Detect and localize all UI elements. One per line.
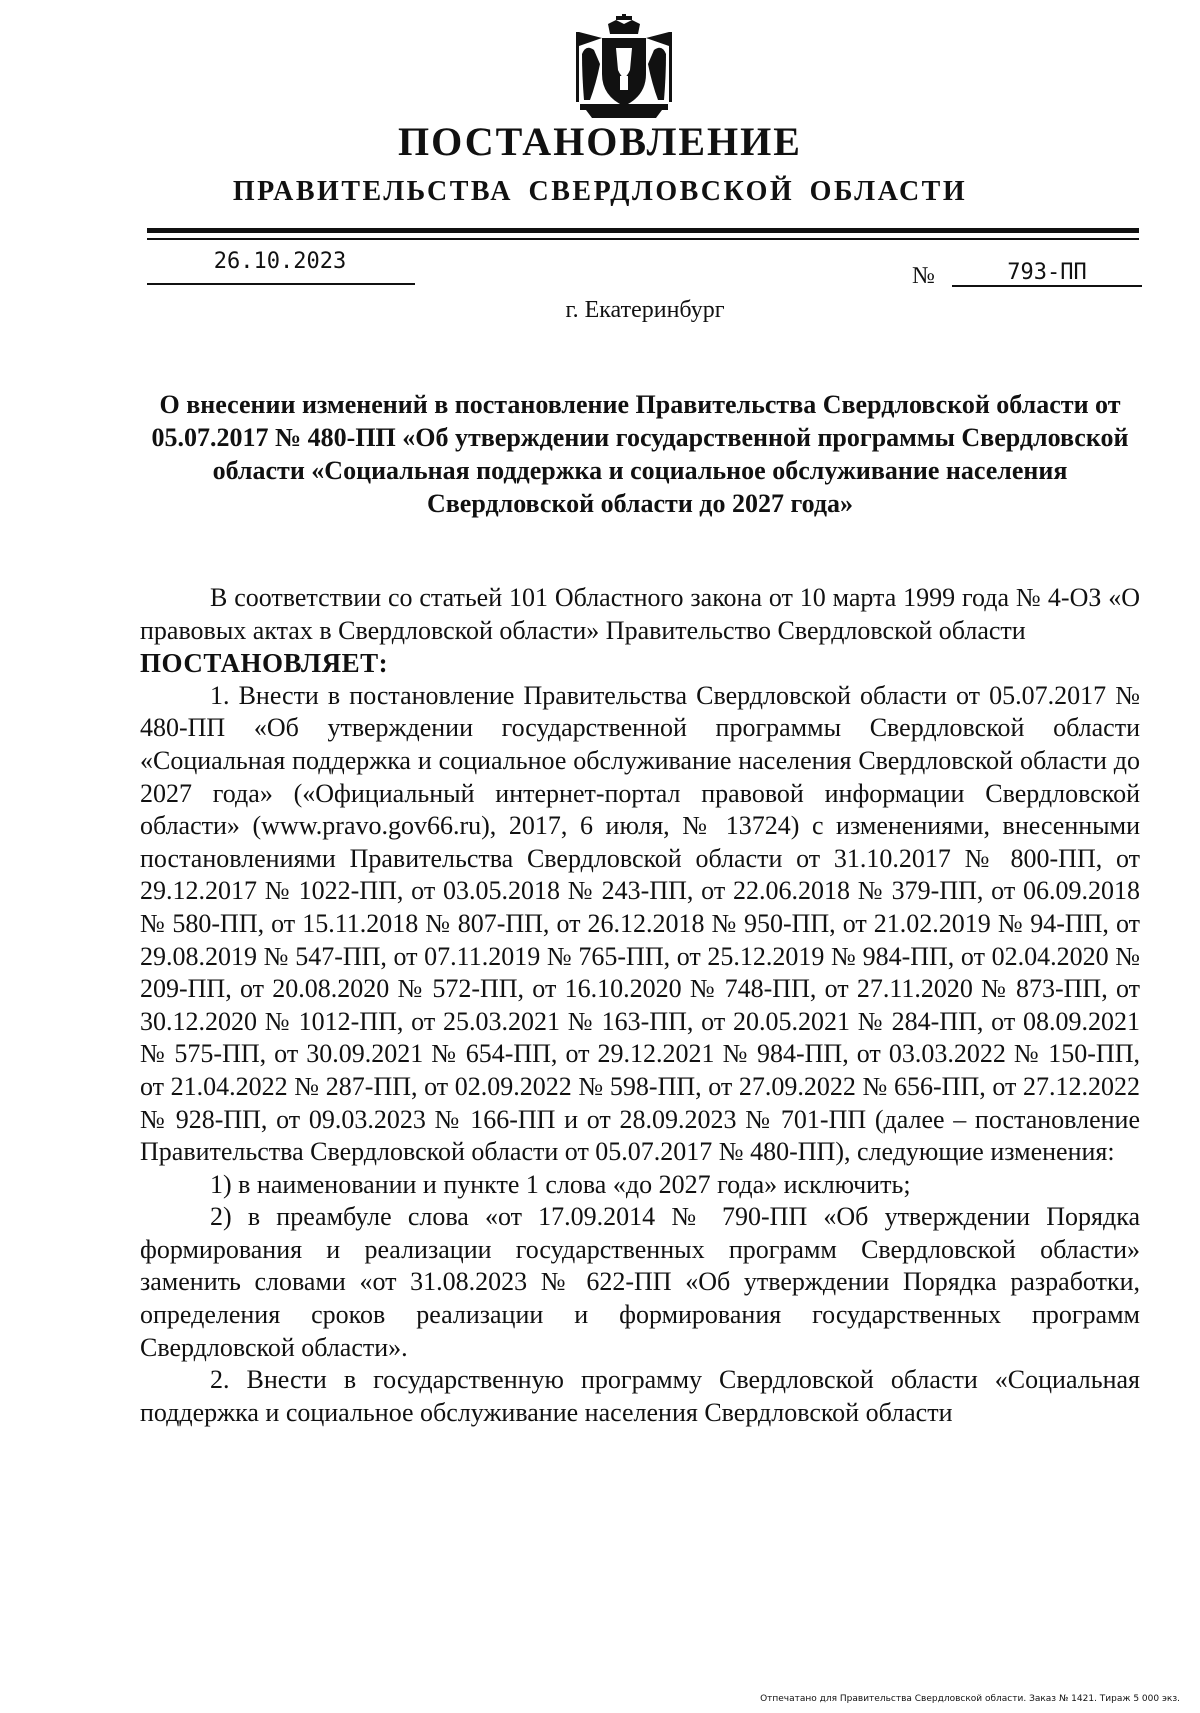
item-1-2-paragraph: 2) в преамбуле слова «от 17.09.2014 № 790-ПП «Об утверждении Порядка формирования и реализации государственных программ Свердловской области» заменить словами «от 31.08.2023 № 622-ПП «Об утверждении Порядка разработки, определения сроков реализации и формирования государственных программ Свердловской области». <box>140 1202 1140 1362</box>
document-date: 26.10.2023 <box>213 249 347 274</box>
item-2-paragraph: 2. Внести в государственную программу Свердловской области «Социальная поддержка и социальное обслуживание населения Свердловской области <box>140 1365 1140 1427</box>
decree-word: ПОСТАНОВЛЯЕТ: <box>140 648 389 679</box>
issuing-authority: ПРАВИТЕЛЬСТВА СВЕРДЛОВСКОЙ ОБЛАСТИ <box>232 176 968 207</box>
city-of-issue: г. Екатеринбург <box>565 297 725 323</box>
coat-of-arms-icon <box>564 14 684 118</box>
document-number: 793-ПП <box>1007 260 1087 285</box>
document-body <box>140 582 1140 1429</box>
print-footer-note: Отпечатано для Правительства Свердловской области. Заказ № 1421. Тираж 5 000 экз. <box>760 1694 1180 1704</box>
document-subject-title: О внесении изменений в постановление Правительства Свердловской области от 05.07.2017 № 480-ПП «Об утверждении государственной программы Свердловской области «Социальная поддержка и социальное обслуживание населения Свердловской области до 2027 года» <box>151 390 1129 518</box>
item-1-paragraph: 1. Внести в постановление Правительства Свердловской области от 05.07.2017 № 480-ПП «Об утверждении государственной программы Свердловской области «Социальная поддержка и социальное обслуживание населения Свердловской области до 2027 года» («Официальный интернет-портал правовой информации Свердловской области» (www.pravo.gov66.ru), 2017, 6 июля, № 13724) с изменениями, внесенными постановлениями Правительства Свердловской области от 31.10.2017 № 800-ПП, от 29.12.2017 № 1022-ПП, от 03.05.2018 № 243-ПП, от 22.06.2018 № 379-ПП, от 06.09.2018 № 580-ПП, от 15.11.2018 № 807-ПП, от 26.12.2018 № 950-ПП, от 21.02.2019 № 94-ПП, от 29.08.2019 № 547-ПП, от 07.11.2019 № 765-ПП, от 25.12.2019 № 984-ПП, от 02.04.2020 № 209-ПП, от 20.08.2020 № 572-ПП, от 16.10.2020 № 748-ПП, от 27.11.2020 № 873-ПП, от 30.12.2020 № 1012-ПП, от 25.03.2021 № 163-ПП, от 20.05.2021 № 284-ПП, от 08.09.2021 № 575-ПП, от 30.09.2021 № 654-ПП, от 29.12.2021 № 984-ПП, от 03.03.2022 № 150-ПП, от 21.04.2022 № 287-ПП, от 02.09.2022 № 598-ПП, от 27.09.2022 № 656-ПП, от 27.12.2022 № 928-ПП, от 09.03.2023 № 166-ПП и от 28.09.2023 № 701-ПП (далее – постановление Правительства Свердловской области от 05.07.2017 № 480-ПП), следующие изменения: <box>140 680 1140 1167</box>
item-1-1-paragraph: 1) в наименовании и пункте 1 слова «до 2027 года» исключить; <box>210 1169 911 1199</box>
coat-of-arms-emblem <box>564 14 684 118</box>
date-underline <box>147 283 415 285</box>
number-underline <box>952 285 1142 287</box>
preamble-paragraph: В соответствии со статьей 101 Областного закона от 10 марта 1999 года № 4-ОЗ «О правовых актах в Свердловской области» Правительство Свердловской области <box>140 583 1140 645</box>
header-divider-thin <box>147 238 1139 240</box>
header-divider-thick <box>147 228 1139 233</box>
number-sign: № <box>912 263 935 289</box>
document-type-title: ПОСТАНОВЛЕНИЕ <box>398 119 802 164</box>
